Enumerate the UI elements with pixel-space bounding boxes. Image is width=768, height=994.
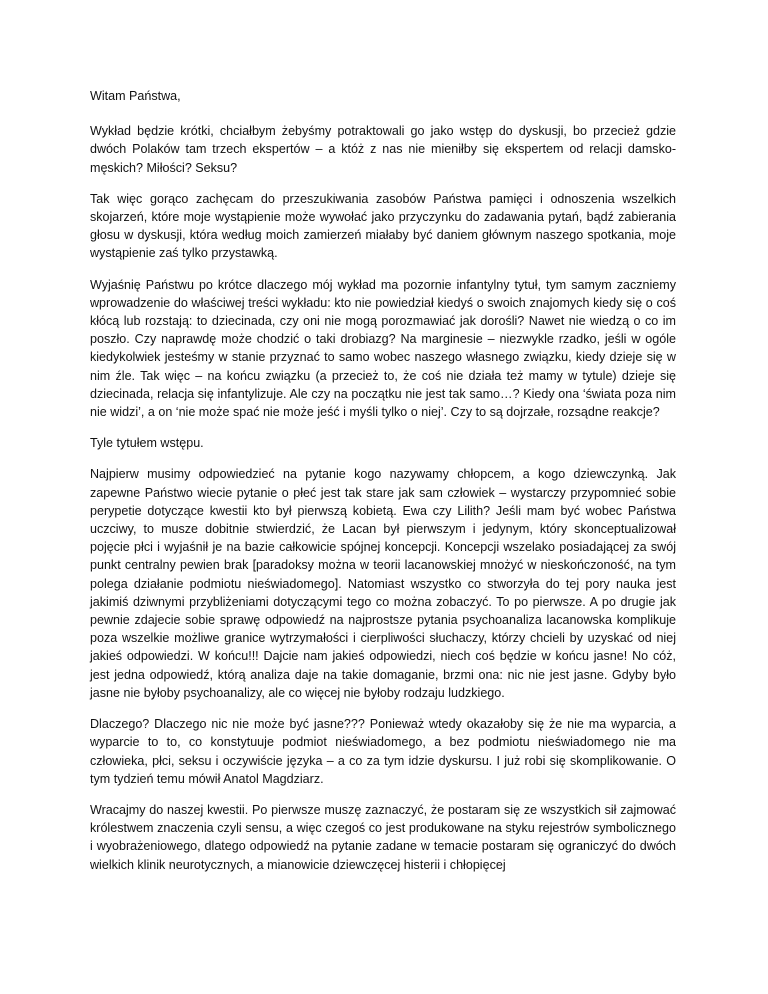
paragraph-5: Najpierw musimy odpowiedzieć na pytanie kogo nazywamy chłopcem, a kogo dziewczynką. Jak zapewne Państwo wiecie pytanie o płeć jest tak stare jak sam człowiek – wystarczy przypomnieć sobie perypetie dotyczące kwestii kto był pierwszą kobietą. Ewa czy Lilith? Jeśli mam być wobec Państwa uczciwy, to musze dobitnie stwierdzić, że Lacan był pierwszym i jedynym, który skonceptualizował pojęcie płci i wyjaśnił je na bazie całkowicie spójnej koncepcji. Koncepcji wszelako posiadającej za swój punkt centralny pewien brak [paradoksy można w teorii lacanowskiej mnożyć w nieskończoność, na tym polega działanie podmiotu nieświadomego]. Natomiast wszystko co stworzyła do tej pory nauka jest jakimiś dziwnymi przybliżeniami dotyczącymi tego co można zobaczyć. To po pierwsze. A po drugie jak pewnie zdajecie sobie sprawę odpowiedź na najprostsze pytania psychoanaliza lacanowska komplikuje poza wszelkie możliwe granice wytrzymałości i cierpliwości słuchaczy, którzy chcieli by uzyskać od niej jakieś odpowiedzi. W końcu!!! Dajcie nam jakieś odpowiedzi, niech coś będzie w końcu jasne! No cóż, jest jedna odpowiedź, którą analiza daje na takie domaganie, brzmi ona: nic nie jest jasne. Gdyby było jasne nie byłoby psychoanalizy, ale co więcej nie byłoby rodzaju ludzkiego. xyxy=(90,467,676,700)
paragraph-1: Wykład będzie krótki, chciałbym żebyśmy potraktowali go jako wstęp do dyskusji, bo przecież gdzie dwóch Polaków tam trzech ekspertów – a któż z nas nie mieniłby się ekspertem od relacji damsko-męskich? Miłości? Seksu? xyxy=(90,124,676,175)
paragraph-3: Wyjaśnię Państwu po krótce dlaczego mój wykład ma pozornie infantylny tytuł, tym samym zaczniemy wprowadzenie do właściwej treści wykładu: kto nie powiedział kiedyś o swoich znajomych kiedy się o coś kłócą lub rozstają: to dziecinada, czy oni nie mogą porozmawiać jak dorośli? Nawet nie wiedzą o co im poszło. Czy naprawdę może chodzić o taki drobiazg? Na marginesie – niezwykle rzadko, jeśli w ogóle kiedykolwiek jesteśmy w stanie przyznać to samo wobec naszego własnego związku, kiedy dzieje się w nim źle. Tak więc – na końcu związku (a przecież to, że coś nie działa też mamy w tytule) dzieje się dziecinada, relacja się infantylizuje. Ale czy na początku nie jest tak samo…? Kiedy ona ‘świata poza nim nie widzi’, a on ‘nie może spać nie może jeść i myśli tylko o niej’. Czy to są dojrzałe, rozsądne reakcje? xyxy=(90,277,676,420)
greeting: Witam Państwa, xyxy=(90,89,181,103)
paragraph-4: Tyle tytułem wstępu. xyxy=(90,436,204,451)
document-body xyxy=(90,87,676,887)
paragraph-6: Dlaczego? Dlaczego nic nie może być jasne??? Ponieważ wtedy okazałoby się że nie ma wyparcia, a wyparcie to to, co konstytuuje podmiot nieświadomego, a bez podmiotu nieświadomego nie ma człowieka, płci, seksu i oczywiście języka – a co za tym idzie dyskursu. I już robi się skomplikowanie. O tym tydzień temu mówił Anatol Magdziarz. xyxy=(90,717,676,786)
paragraph-7: Wracajmy do naszej kwestii. Po pierwsze muszę zaznaczyć, że postaram się ze wszystkich sił zajmować królestwem znaczenia czyli sensu, a więc czegoś co jest produkowane na styku rejestrów symbolicznego i wyobrażeniowego, dlatego odpowiedź na pytanie zadane w temacie postaram się ograniczyć do dwóch wielkich klinik neurotycznych, a mianowicie dziewczęcej histerii i chłopięcej xyxy=(90,802,676,872)
paragraph-2: Tak więc gorąco zachęcam do przeszukiwania zasobów Państwa pamięci i odnoszenia wszelkich skojarzeń, które moje wystąpienie może wywołać jako przyczynku do zadawania pytań, bądź zabierania głosu w dyskusji, która według moich zamierzeń miałaby być daniem głównym naszego spotkania, moje wystąpienie zaś tylko przystawką. xyxy=(90,191,676,261)
